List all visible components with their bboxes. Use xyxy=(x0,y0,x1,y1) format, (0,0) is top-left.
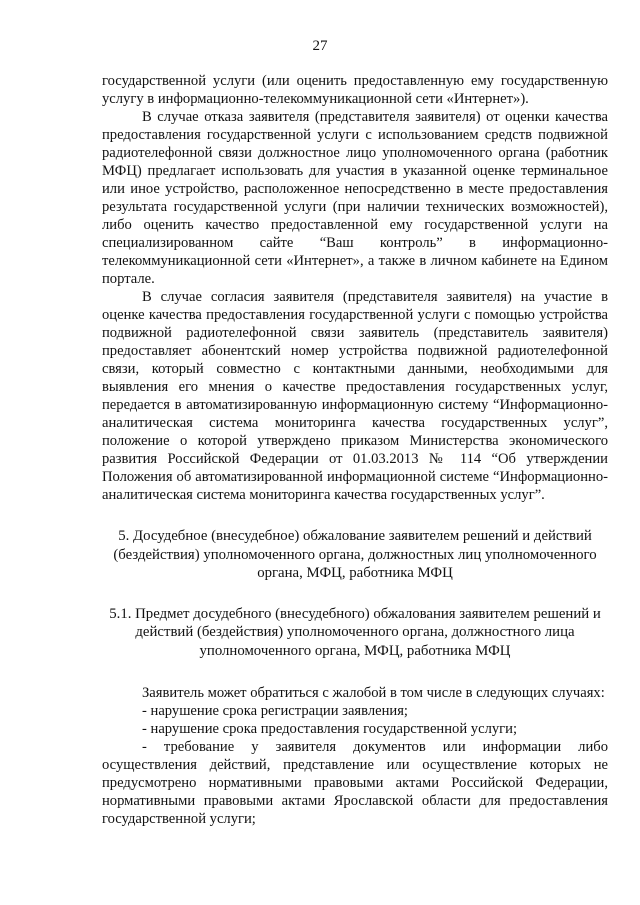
paragraph-refusal-case: В случае отказа заявителя (представителя заявителя) от оценки качества предоставления государственной услуги с использованием средств подвижной радиотелефонной связи должностное лицо уполномоченного органа (работник МФЦ) предлагает использовать для участия в указанной оценке терминальное или иное устройство, расположенное непосредственно в месте предоставления результата государственной услуги (при наличии технических возможностей), либо оценить качество предоставленной ему государственной услуги на специализированном сайте “Ваш контроль” в информационно-телекоммуникационной сети «Интернет», а также в личном кабинете на Едином портале. xyxy=(102,109,608,287)
list-item: - требование у заявителя документов или информации либо осуществления действий, представление или осуществление которых не предусмотрено нормативными правовыми актами Российской Федерации, нормативными правовыми актами Ярославской области для предоставления государственной услуги; xyxy=(102,739,608,827)
paragraph-continuation: государственной услуги (или оценить предоставленную ему государственную услугу в информационно-телекоммуникационной сети «Интернет»). xyxy=(102,73,608,107)
list-item: - нарушение срока предоставления государственной услуги; xyxy=(142,721,518,737)
list-item: - нарушение срока регистрации заявления; xyxy=(142,703,408,719)
page-number: 27 xyxy=(312,38,328,54)
paragraph-consent-case: В случае согласия заявителя (представителя заявителя) на участие в оценке качества предоставления государственной услуги с помощью устройства подвижной радиотелефонной связи заявитель (представитель заявителя) предоставляет абонентский номер устройства подвижной радиотелефонной связи, который совместно с контактными данными, необходимыми для выявления его мнения о качестве предоставления государственных услуг, передается в автоматизированную информационную систему “Информационно-аналитическая система мониторинга качества государственных услуг”, положение о которой утверждено приказом Министерства экономического развития Российской Федерации от 01.03.2013 № 114 “Об утверждении Положения об автоматизированной информационной системе “Информационно-аналитическая система мониторинга качества государственных услуг”. xyxy=(102,289,608,503)
page-body xyxy=(102,72,608,828)
complaint-intro: Заявитель может обратиться с жалобой в том числе в следующих случаях: xyxy=(142,685,605,701)
section-5-heading: 5. Досудебное (внесудебное) обжалование заявителем решений и действий (бездействия) уполномоченного органа, должностных лиц уполномоченного органа, МФЦ, работника МФЦ xyxy=(113,528,597,581)
section-5-1-heading: 5.1. Предмет досудебного (внесудебного) обжалования заявителем решений и действий (бездействия) уполномоченного органа, должностного лица уполномоченного органа, МФЦ, работника МФЦ xyxy=(109,605,601,659)
